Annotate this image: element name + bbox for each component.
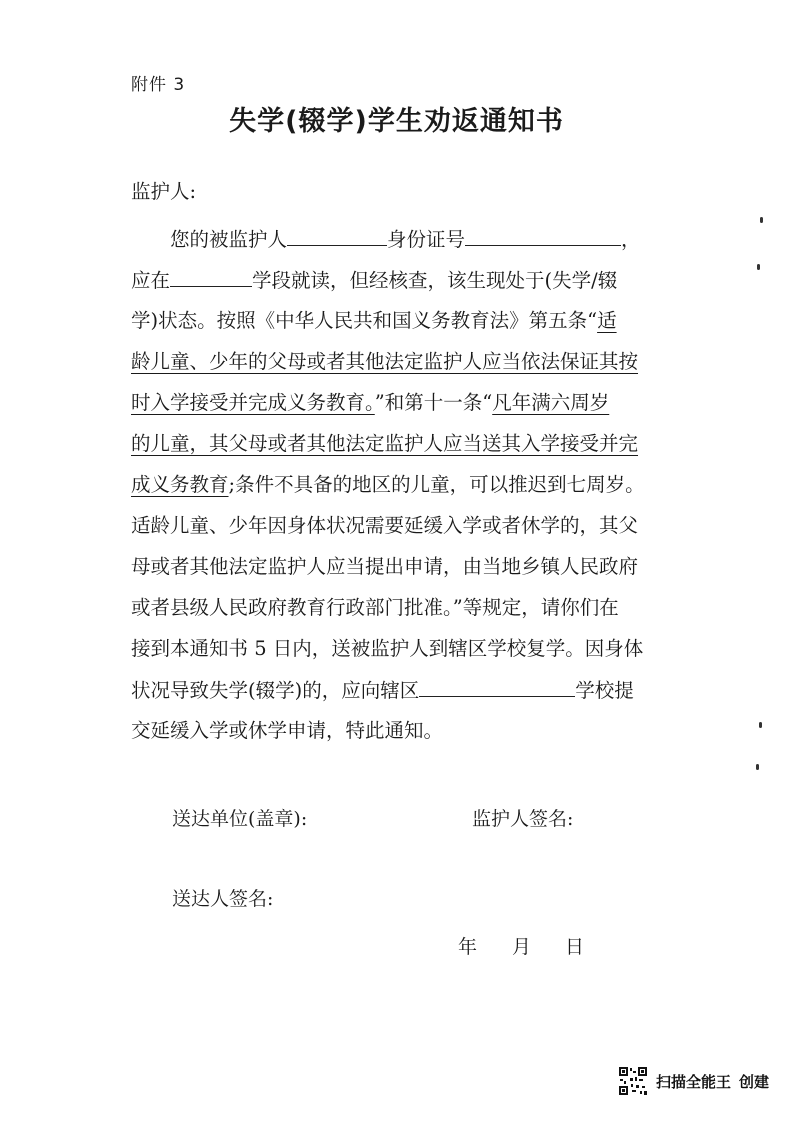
underlined-quote: 适 xyxy=(597,309,617,332)
body-line-6 xyxy=(131,432,638,456)
underlined-quote: 凡年满六周岁 xyxy=(492,391,610,414)
body-text: 身份证号 xyxy=(387,228,466,251)
qr-code-icon xyxy=(618,1066,648,1096)
body-line-9: 母或者其他法定监护人应当提出申请，由当地乡镇人民政府 xyxy=(131,555,639,578)
underlined-quote: 时入学接受并完成义务教育。 xyxy=(131,391,375,414)
body-text: ， xyxy=(621,228,641,251)
body-line-2 xyxy=(131,268,617,293)
body-line-7 xyxy=(131,473,645,497)
date-year-label: 年 xyxy=(458,936,478,958)
document-title: 失学(辍学)学生劝返通知书 xyxy=(229,106,564,137)
body-line-13: 交延缓入学或休学申请，特此通知。 xyxy=(131,719,444,742)
scan-speck xyxy=(756,764,759,770)
body-line-10: 或者县级人民政府教育行政部门批准。”等规定，请你们在 xyxy=(131,596,619,619)
body-text: 学校提 xyxy=(575,679,634,702)
body-line-3 xyxy=(131,309,617,333)
body-line-5 xyxy=(131,391,609,415)
scanner-watermark xyxy=(618,1066,769,1096)
date-month-label: 月 xyxy=(512,936,532,958)
underlined-quote: 成义务教育 xyxy=(131,473,229,496)
body-text: ;条件不具备的地区的儿童，可以推迟到七周岁。 xyxy=(228,473,645,496)
school-stage-blank xyxy=(170,268,252,287)
app-name: 扫描全能王 xyxy=(655,1072,731,1091)
body-text: 学段就读，但经核查，该生现处于(失学/辍 xyxy=(252,269,618,292)
guardian-signature-label: 监护人签名: xyxy=(472,808,574,830)
deliverer-signature-label: 送达人签名: xyxy=(172,888,274,910)
body-line-1 xyxy=(170,227,641,252)
body-text: 应在 xyxy=(131,269,171,292)
body-line-11: 接到本通知书 5 日内，送被监护人到辖区学校复学。因身体 xyxy=(131,637,644,660)
attachment-label: 附件 3 xyxy=(131,75,186,95)
salutation: 监护人: xyxy=(131,180,197,203)
district-blank xyxy=(419,678,575,697)
body-line-8: 适龄儿童、少年因身体状况需要延缓入学或者休学的，其父 xyxy=(131,514,639,537)
underlined-quote: 龄儿童、少年的父母或者其他法定监护人应当依法保证其按 xyxy=(131,350,639,373)
body-line-4 xyxy=(131,350,638,374)
delivering-unit-label: 送达单位(盖章): xyxy=(172,808,308,830)
created-label: 创建 xyxy=(738,1072,769,1091)
body-text: 您的被监护人 xyxy=(170,228,288,251)
body-line-12 xyxy=(131,678,634,703)
scan-speck xyxy=(759,722,762,728)
underlined-quote: 的儿童，其父母或者其他法定监护人应当送其入学接受并完 xyxy=(131,432,639,455)
body-text: 状况导致失学(辍学)的，应向辖区 xyxy=(131,679,420,702)
scan-speck xyxy=(760,217,763,223)
ward-name-blank xyxy=(287,227,387,246)
date-day-label: 日 xyxy=(565,936,585,958)
body-text: 学)状态。按照《中华人民共和国义务教育法》第五条“ xyxy=(131,309,598,332)
id-number-blank xyxy=(465,227,621,246)
body-text: ”和第十一条“ xyxy=(374,391,493,414)
scan-speck xyxy=(757,264,760,270)
